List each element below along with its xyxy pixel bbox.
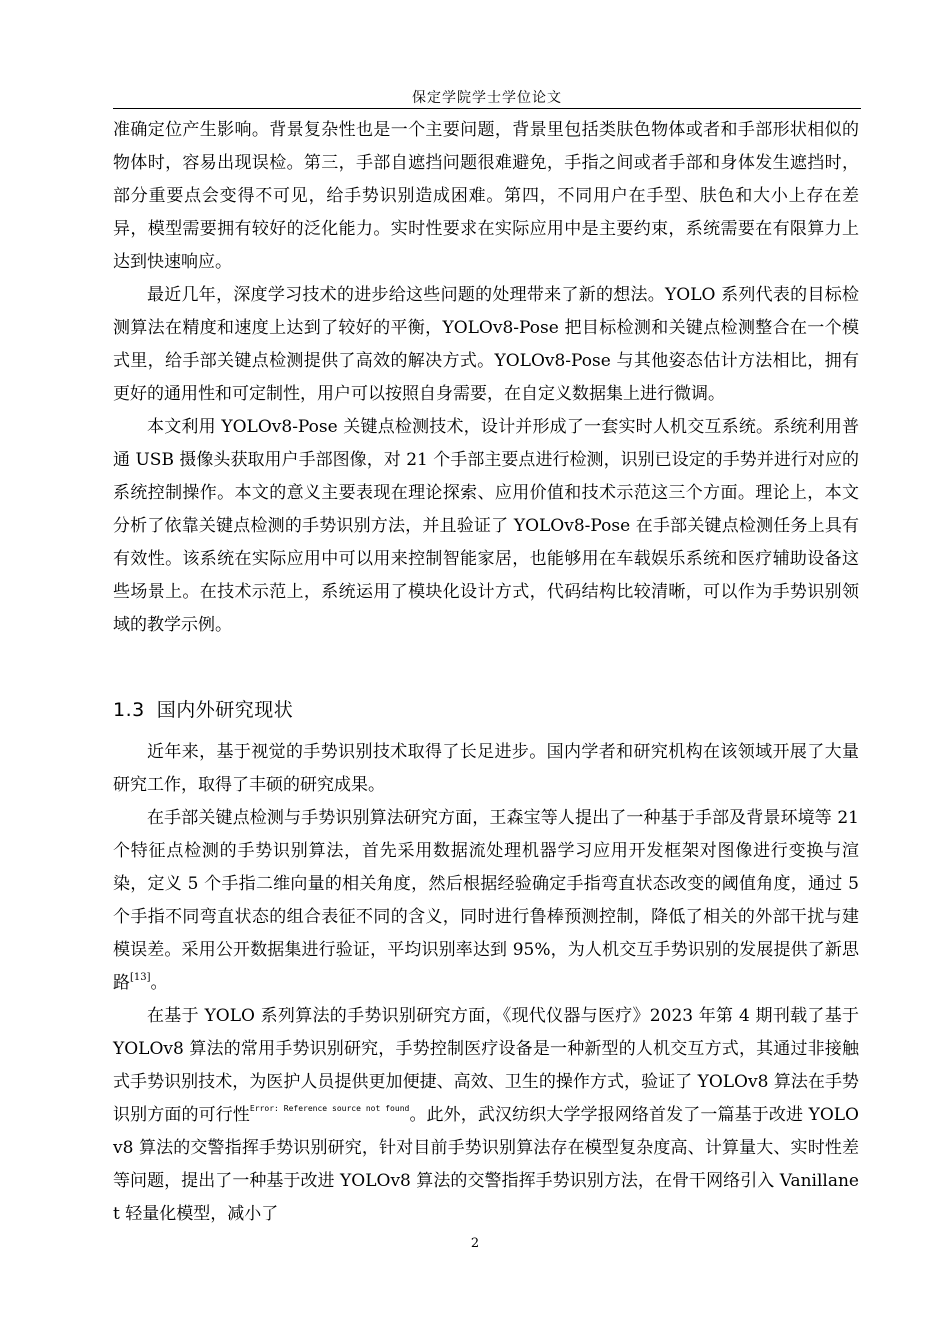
section-title: 国内外研究现状 bbox=[156, 699, 294, 721]
paragraph bbox=[113, 802, 859, 1000]
running-header: 保定学院学士学位论文 bbox=[412, 90, 562, 106]
section-number: 1.3 bbox=[113, 699, 145, 721]
paragraph: 准确定位产生影响。背景复杂性也是一个主要问题，背景里包括类肤色物体或者和手部形状相似的物体时，容易出现误检。第三，手部自遮挡问题很难避免，手指之间或者手部和身体发生遮挡时，部分重要点会变得不可见，给手势识别造成困难。第四，不同用户在手型、肤色和大小上存在差异，模型需要拥有较好的泛化能力。实时性要求在实际应用中是主要约束，系统需要在有限算力上达到快速响应。 bbox=[113, 120, 859, 272]
paragraph-text-end: 。 bbox=[150, 973, 168, 993]
citation-marker: [13] bbox=[130, 972, 151, 983]
header-rule bbox=[113, 108, 861, 109]
body-text-top bbox=[113, 114, 859, 642]
paragraph: 近年来，基于视觉的手势识别技术取得了长足进步。国内学者和研究机构在该领域开展了大量研究工作，取得了丰硕的研究成果。 bbox=[113, 742, 859, 795]
paragraph: 本文利用 YOLOv8-Pose 关键点检测技术，设计并形成了一套实时人机交互系统。系统利用普通 USB 摄像头获取用户手部图像，对 21 个手部主要点进行检测，识别已设定的手势并进行对应的系统控制操作。本文的意义主要表现在理论探索、应用价值和技术示范这三个方面。理论上，本文分析了依靠关键点检测的手势识别方法，并且验证了 YOLOv8-Pose 在手部关键点检测任务上具有有效性。该系统在实际应用中可以用来控制智能家居，也能够用在车载娱乐系统和医疗辅助设备这些场景上。在技术示范上，系统运用了模块化设计方式，代码结构比较清晰，可以作为手势识别领域的教学示例。 bbox=[113, 417, 859, 635]
paragraph bbox=[113, 1000, 859, 1231]
paragraph-text: 在手部关键点检测与手势识别算法研究方面，王森宝等人提出了一种基于手部及背景环境等 21 个特征点检测的手势识别算法，首先采用数据流处理机器学习应用开发框架对图像进行变换与渲染，定义 5 个手指二维向量的相关角度，然后根据经验确定手指弯直状态改变的阈值角度，通过 5 个手指不同弯直状态的组合表征不同的含义，同时进行鲁棒预测控制，降低了相关的外部干扰与建模误差。采用公开数据集进行验证，平均识别率达到 95%，为人机交互手势识别的发展提供了新思路 bbox=[113, 808, 859, 993]
paragraph-text-continued: 。此外，武汉纺织大学学报网络首发了一篇基于改进 YOLOv8 算法的交警指挥手势识别研究，针对目前手势识别算法存在模型复杂度高、计算量大、实时性差等问题，提出了一种基于改进 YOLOv8 算法的交警指挥手势识别方法，在骨干网络引入 Vanillanet 轻量化模型，减小了 bbox=[113, 1105, 859, 1224]
reference-error-text: Error: Reference source not found bbox=[249, 1104, 410, 1113]
page-number: 2 bbox=[470, 1236, 480, 1251]
body-text-section bbox=[113, 736, 859, 1231]
paragraph: 最近几年，深度学习技术的进步给这些问题的处理带来了新的想法。YOLO 系列代表的目标检测算法在精度和速度上达到了较好的平衡，YOLOv8-Pose 把目标检测和关键点检测整合在一个模式里，给手部关键点检测提供了高效的解决方式。YOLOv8-Pose 与其他姿态估计方法相比，拥有更好的通用性和可定制性，用户可以按照自身需要，在自定义数据集上进行微调。 bbox=[113, 285, 859, 404]
paragraph-text: 在基于 YOLO 系列算法的手势识别研究方面，《现代仪器与医疗》2023 年第 4 期刊载了基于 YOLOv8 算法的常用手势识别研究，手势控制医疗设备是一种新型的人机交互方式，其通过非接触式手势识别技术，为医护人员提供更加便捷、高效、卫生的操作方式，验证了 YOLOv8 算法在手势识别方面的可行性 bbox=[113, 1006, 859, 1125]
section-heading bbox=[113, 695, 293, 725]
